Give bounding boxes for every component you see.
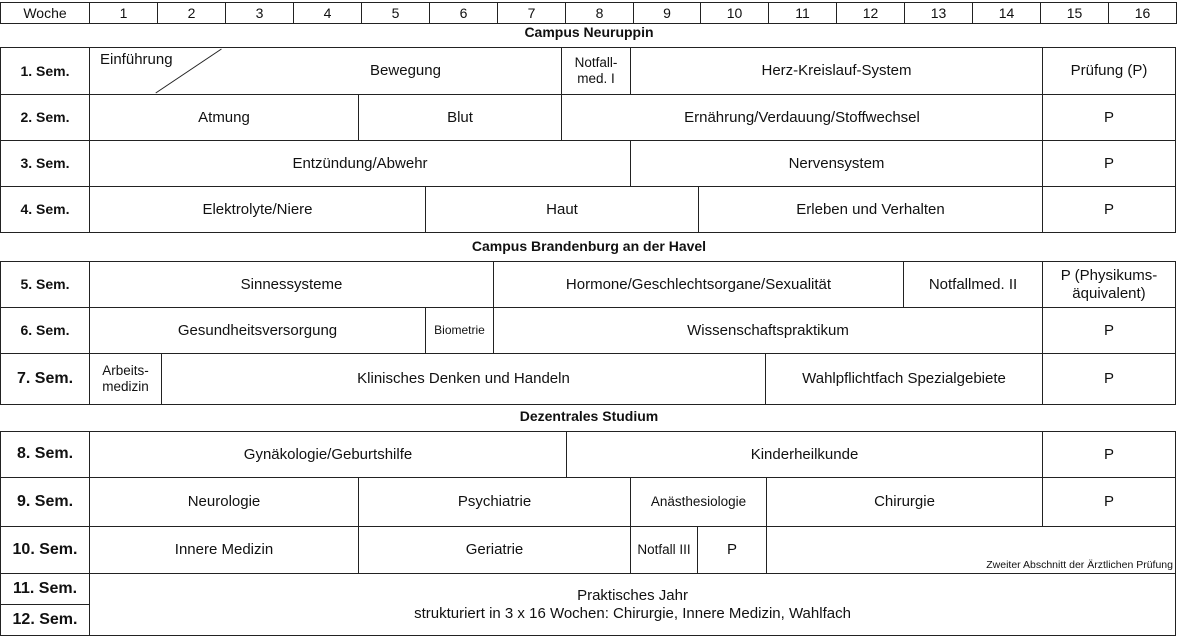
semester-label-10: 10. Sem. xyxy=(0,526,90,574)
module-biometrie: Biometrie xyxy=(425,307,494,354)
semester-label-7: 7. Sem. xyxy=(0,353,90,405)
module-erleben: Erleben und Verhalten xyxy=(698,186,1043,233)
week-number-11: 11 xyxy=(768,2,837,24)
praktisches-jahr-title: Praktisches Jahr xyxy=(577,587,688,605)
week-number-12: 12 xyxy=(836,2,905,24)
week-number-13: 13 xyxy=(904,2,973,24)
module-anaesthesiologie: Anästhesiologie xyxy=(630,477,767,527)
exam-sem-5: P (Physikums- äquivalent) xyxy=(1042,261,1176,308)
semester-label-9: 9. Sem. xyxy=(0,477,90,527)
module-bewegung: Bewegung xyxy=(370,62,441,80)
module-nervensystem: Nervensystem xyxy=(630,140,1043,187)
week-number-5: 5 xyxy=(361,2,430,24)
module-chirurgie: Chirurgie xyxy=(766,477,1043,527)
zweiter-abschnitt-note: Zweiter Abschnitt der Ärztlichen Prüfung xyxy=(986,558,1173,571)
module-innere-medizin: Innere Medizin xyxy=(89,526,359,574)
section-title-neuruppin: Campus Neuruppin xyxy=(524,24,654,40)
module-entzuendung: Entzündung/Abwehr xyxy=(89,140,631,187)
module-wahlpflichtfach: Wahlpflichtfach Spezialgebiete xyxy=(765,353,1043,405)
section-title-dezentral: Dezentrales Studium xyxy=(519,408,659,424)
module-elektrolyte: Elektrolyte/Niere xyxy=(89,186,426,233)
week-number-6: 6 xyxy=(429,2,498,24)
module-gesundheitsversorgung: Gesundheitsversorgung xyxy=(89,307,426,354)
semester-label-4: 4. Sem. xyxy=(0,186,90,233)
semester-label-1: 1. Sem. xyxy=(0,47,90,95)
exam-sem-7: P xyxy=(1042,353,1176,405)
module-wissenschaftspraktikum: Wissenschaftspraktikum xyxy=(493,307,1043,354)
module-ernaehrung: Ernährung/Verdauung/Stoffwechsel xyxy=(561,94,1043,141)
week-number-14: 14 xyxy=(972,2,1041,24)
section-title-brandenburg: Campus Brandenburg an der Havel xyxy=(471,238,707,254)
module-notfall-2: Notfallmed. II xyxy=(903,261,1043,308)
module-geriatrie: Geriatrie xyxy=(358,526,631,574)
module-psychiatrie: Psychiatrie xyxy=(358,477,631,527)
week-number-9: 9 xyxy=(633,2,701,24)
module-sinnessysteme: Sinnessysteme xyxy=(89,261,494,308)
module-notfall-1: Notfall- med. I xyxy=(561,47,631,95)
module-haut: Haut xyxy=(425,186,699,233)
praktisches-jahr-subtitle: strukturiert in 3 x 16 Wochen: Chirurgie, Innere Medizin, Wahlfach xyxy=(414,604,851,622)
praktisches-jahr xyxy=(89,573,1176,636)
exam-sem-8: P xyxy=(1042,431,1176,478)
module-einfuehrung-bewegung xyxy=(89,47,562,95)
exam-sem-3: P xyxy=(1042,140,1176,187)
week-number-8: 8 xyxy=(565,2,634,24)
week-number-2: 2 xyxy=(157,2,226,24)
week-number-15: 15 xyxy=(1040,2,1109,24)
module-klinisches-denken: Klinisches Denken und Handeln xyxy=(161,353,766,405)
module-neurologie: Neurologie xyxy=(89,477,359,527)
week-number-10: 10 xyxy=(700,2,769,24)
week-number-1: 1 xyxy=(89,2,158,24)
module-arbeitsmedizin: Arbeits- medizin xyxy=(89,353,162,405)
exam-sem-9: P xyxy=(1042,477,1176,527)
exam-sem-2: P xyxy=(1042,94,1176,141)
week-number-16: 16 xyxy=(1108,2,1177,24)
week-number-7: 7 xyxy=(497,2,566,24)
zweiter-abschnitt-cell xyxy=(766,526,1176,574)
exam-sem-4: P xyxy=(1042,186,1176,233)
exam-sem-10: P xyxy=(697,526,767,574)
module-herz-kreislauf: Herz-Kreislauf-System xyxy=(630,47,1043,95)
semester-label-5: 5. Sem. xyxy=(0,261,90,308)
week-number-3: 3 xyxy=(225,2,294,24)
semester-label-8: 8. Sem. xyxy=(0,431,90,478)
semester-label-11: 11. Sem. xyxy=(0,573,90,605)
exam-sem-6: P xyxy=(1042,307,1176,354)
module-notfall-3: Notfall III xyxy=(630,526,698,574)
week-number-4: 4 xyxy=(293,2,362,24)
semester-label-6: 6. Sem. xyxy=(0,307,90,354)
module-blut: Blut xyxy=(358,94,562,141)
semester-label-3: 3. Sem. xyxy=(0,140,90,187)
week-header-label: Woche xyxy=(0,2,90,24)
semester-label-2: 2. Sem. xyxy=(0,94,90,141)
exam-sem-1: Prüfung (P) xyxy=(1042,47,1176,95)
module-gynaekologie: Gynäkologie/Geburtshilfe xyxy=(89,431,567,478)
module-einfuehrung: Einführung xyxy=(100,51,173,68)
semester-label-12: 12. Sem. xyxy=(0,604,90,636)
module-hormone: Hormone/Geschlechtsorgane/Sexualität xyxy=(493,261,904,308)
module-atmung: Atmung xyxy=(89,94,359,141)
module-kinderheilkunde: Kinderheilkunde xyxy=(566,431,1043,478)
